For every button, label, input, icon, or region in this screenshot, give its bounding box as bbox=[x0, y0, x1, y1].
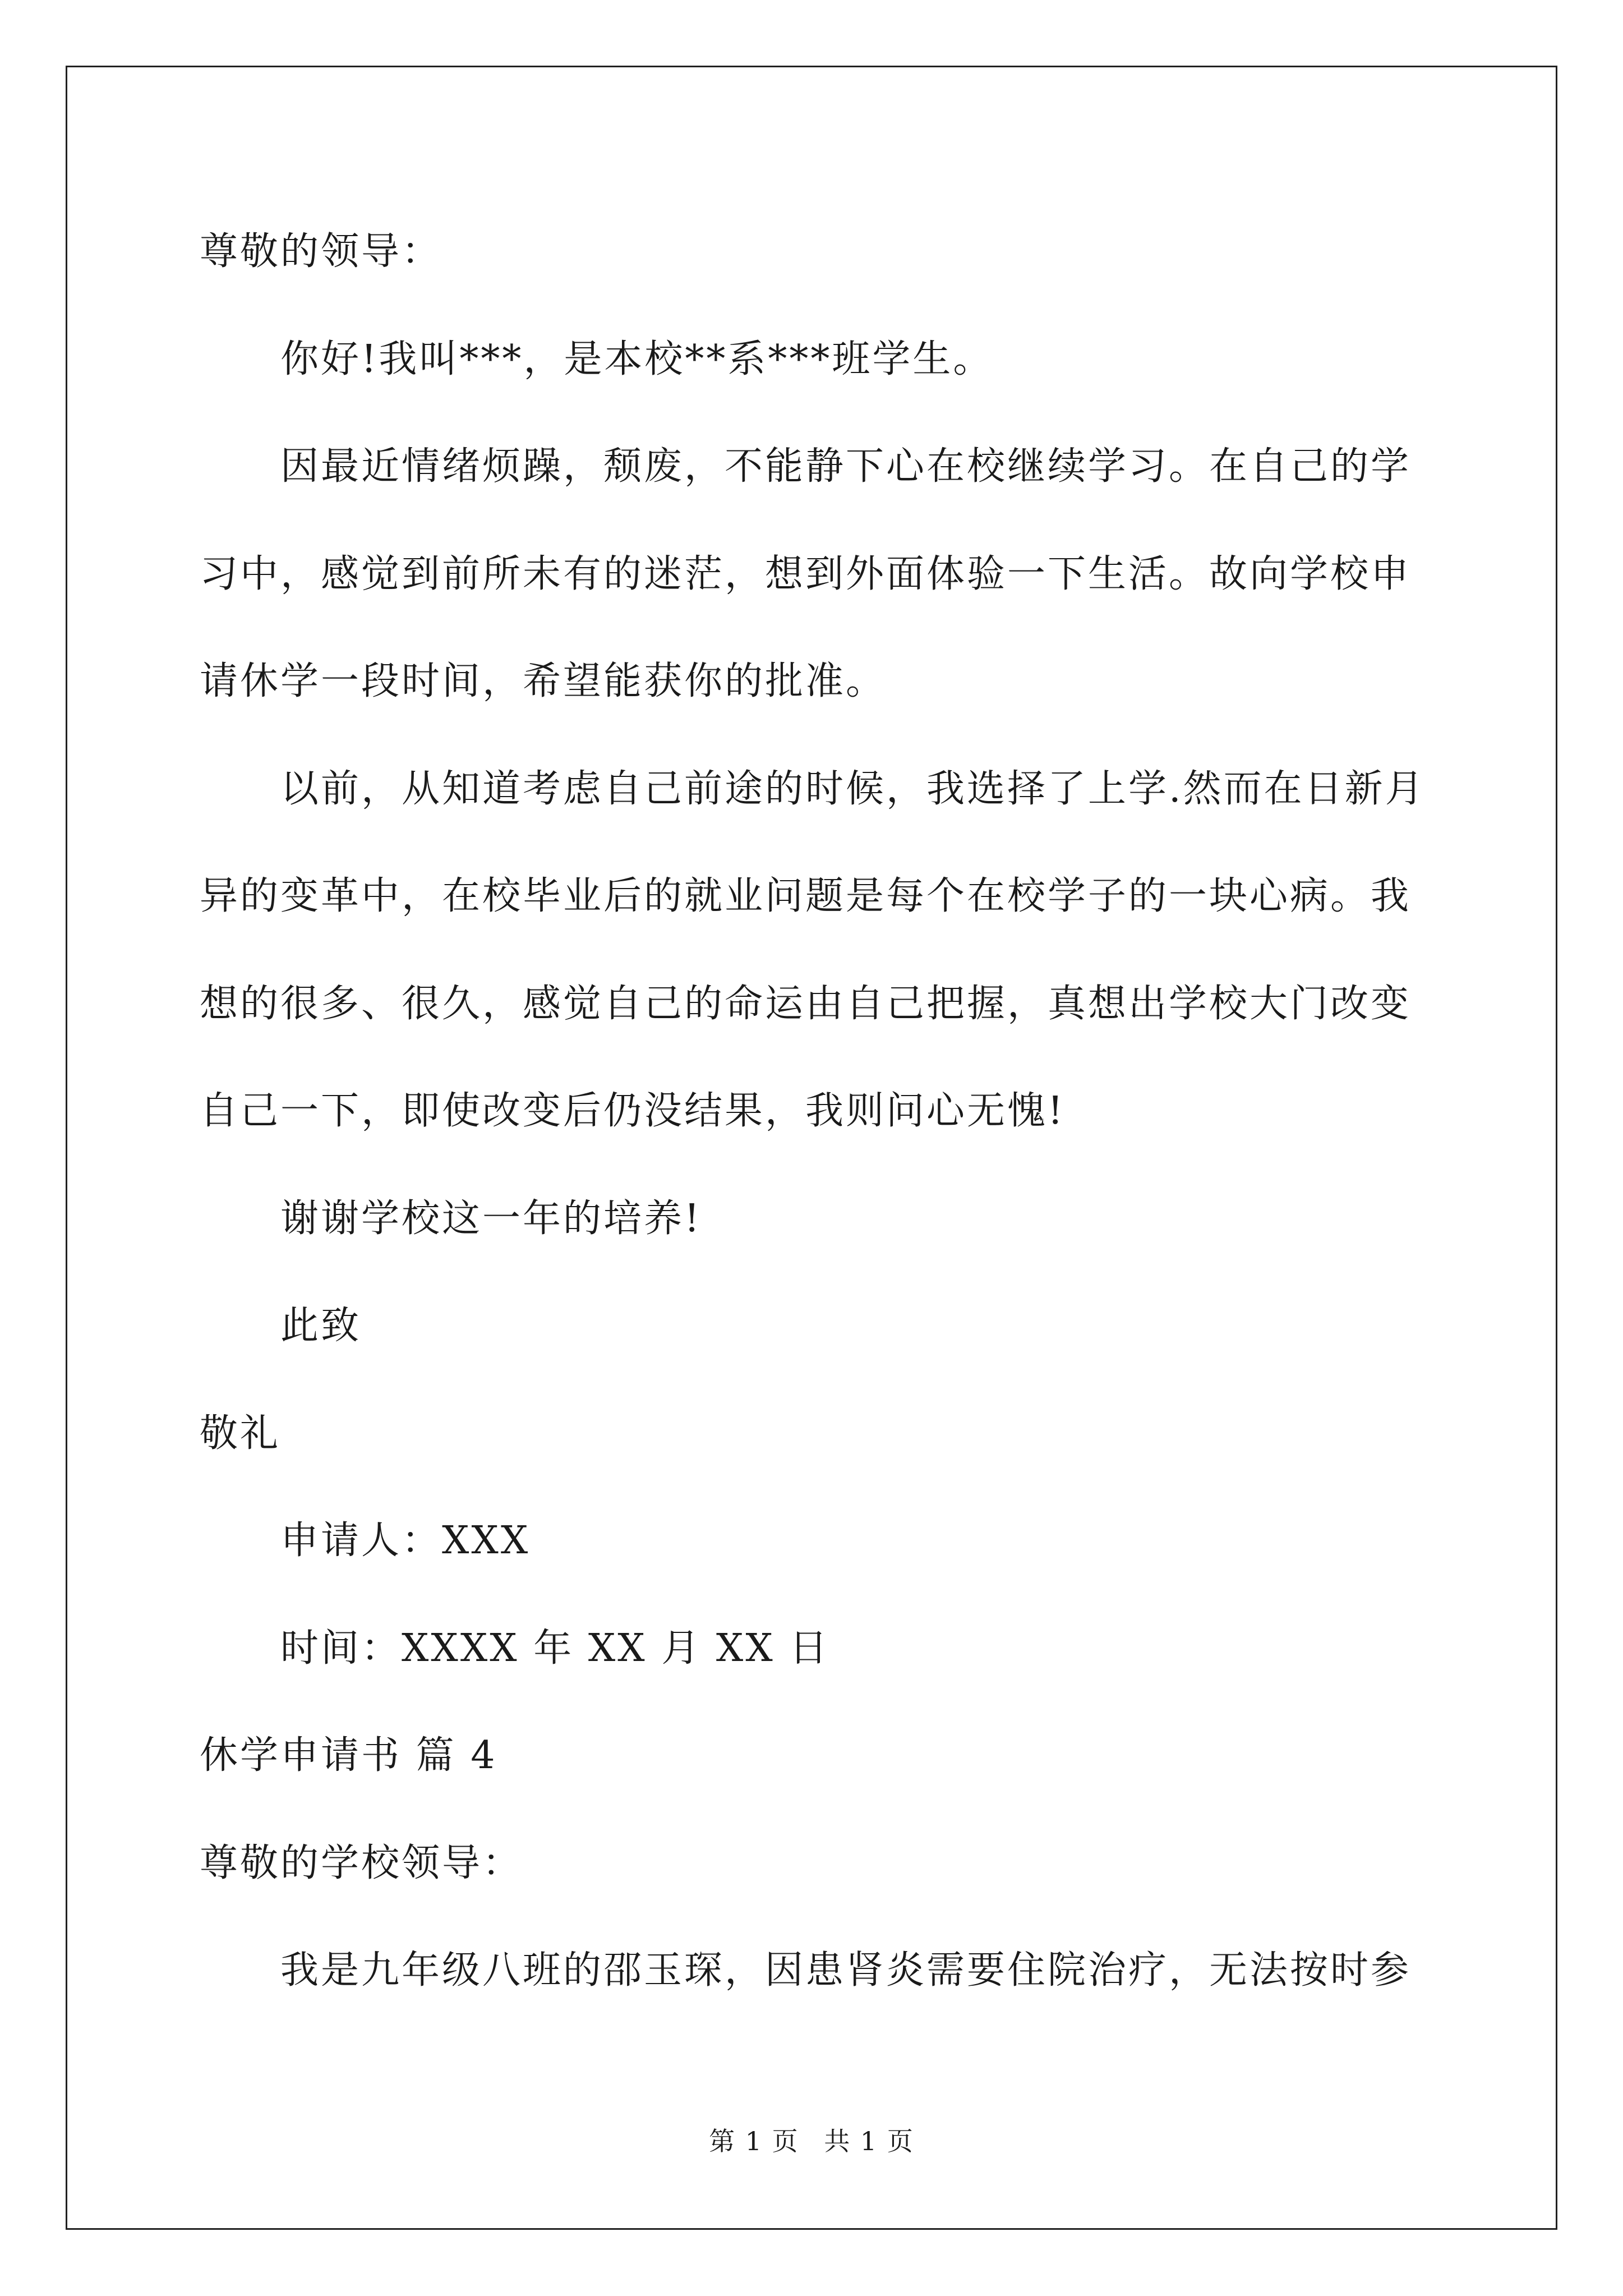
paragraph-1-line-1: 因最近情绪烦躁，颓废，不能静下心在校继续学习。在自己的学 bbox=[280, 444, 1412, 489]
paragraph-2-line-3: 想的很多、很久，感觉自己的命运由自己把握，真想出学校大门改变 bbox=[200, 982, 1412, 1026]
letter-2-paragraph-1-line-1: 我是九年级八班的邵玉琛，因患肾炎需要住院治疗，无法按时参 bbox=[280, 1948, 1412, 1993]
page-number: 第 1 页 bbox=[709, 2126, 799, 2156]
salutation-2: 尊敬的学校领导： bbox=[200, 1841, 523, 1885]
paragraph-2-line-2: 异的变革中，在校毕业后的就业问题是每个在校学子的一块心病。我 bbox=[200, 874, 1412, 918]
date-line: 时间：XXXX 年 XX 月 XX 日 bbox=[280, 1626, 830, 1671]
page-total: 共 1 页 bbox=[824, 2126, 914, 2156]
closing-cizhi: 此致 bbox=[280, 1304, 362, 1348]
page-footer bbox=[0, 2124, 1623, 2158]
paragraph-2-line-1: 以前，从知道考虑自己前途的时候，我选择了上学.然而在日新月 bbox=[280, 767, 1426, 811]
page-border bbox=[66, 66, 1557, 2230]
salutation: 尊敬的领导： bbox=[200, 229, 442, 274]
paragraph-1-line-3: 请休学一段时间，希望能获你的批准。 bbox=[200, 659, 887, 703]
thanks-line: 谢谢学校这一年的培养! bbox=[280, 1197, 702, 1241]
greeting-line: 你好!我叫***，是本校**系***班学生。 bbox=[280, 337, 994, 381]
section-title: 休学申请书 篇 4 bbox=[200, 1733, 497, 1778]
paragraph-1-line-2: 习中，感觉到前所未有的迷茫，想到外面体验一下生活。故向学校申 bbox=[200, 552, 1412, 596]
closing-jingli: 敬礼 bbox=[200, 1411, 281, 1456]
applicant-line: 申请人：XXX bbox=[280, 1519, 531, 1563]
paragraph-2-line-4: 自己一下，即使改变后仍没结果，我则问心无愧! bbox=[200, 1089, 1066, 1133]
